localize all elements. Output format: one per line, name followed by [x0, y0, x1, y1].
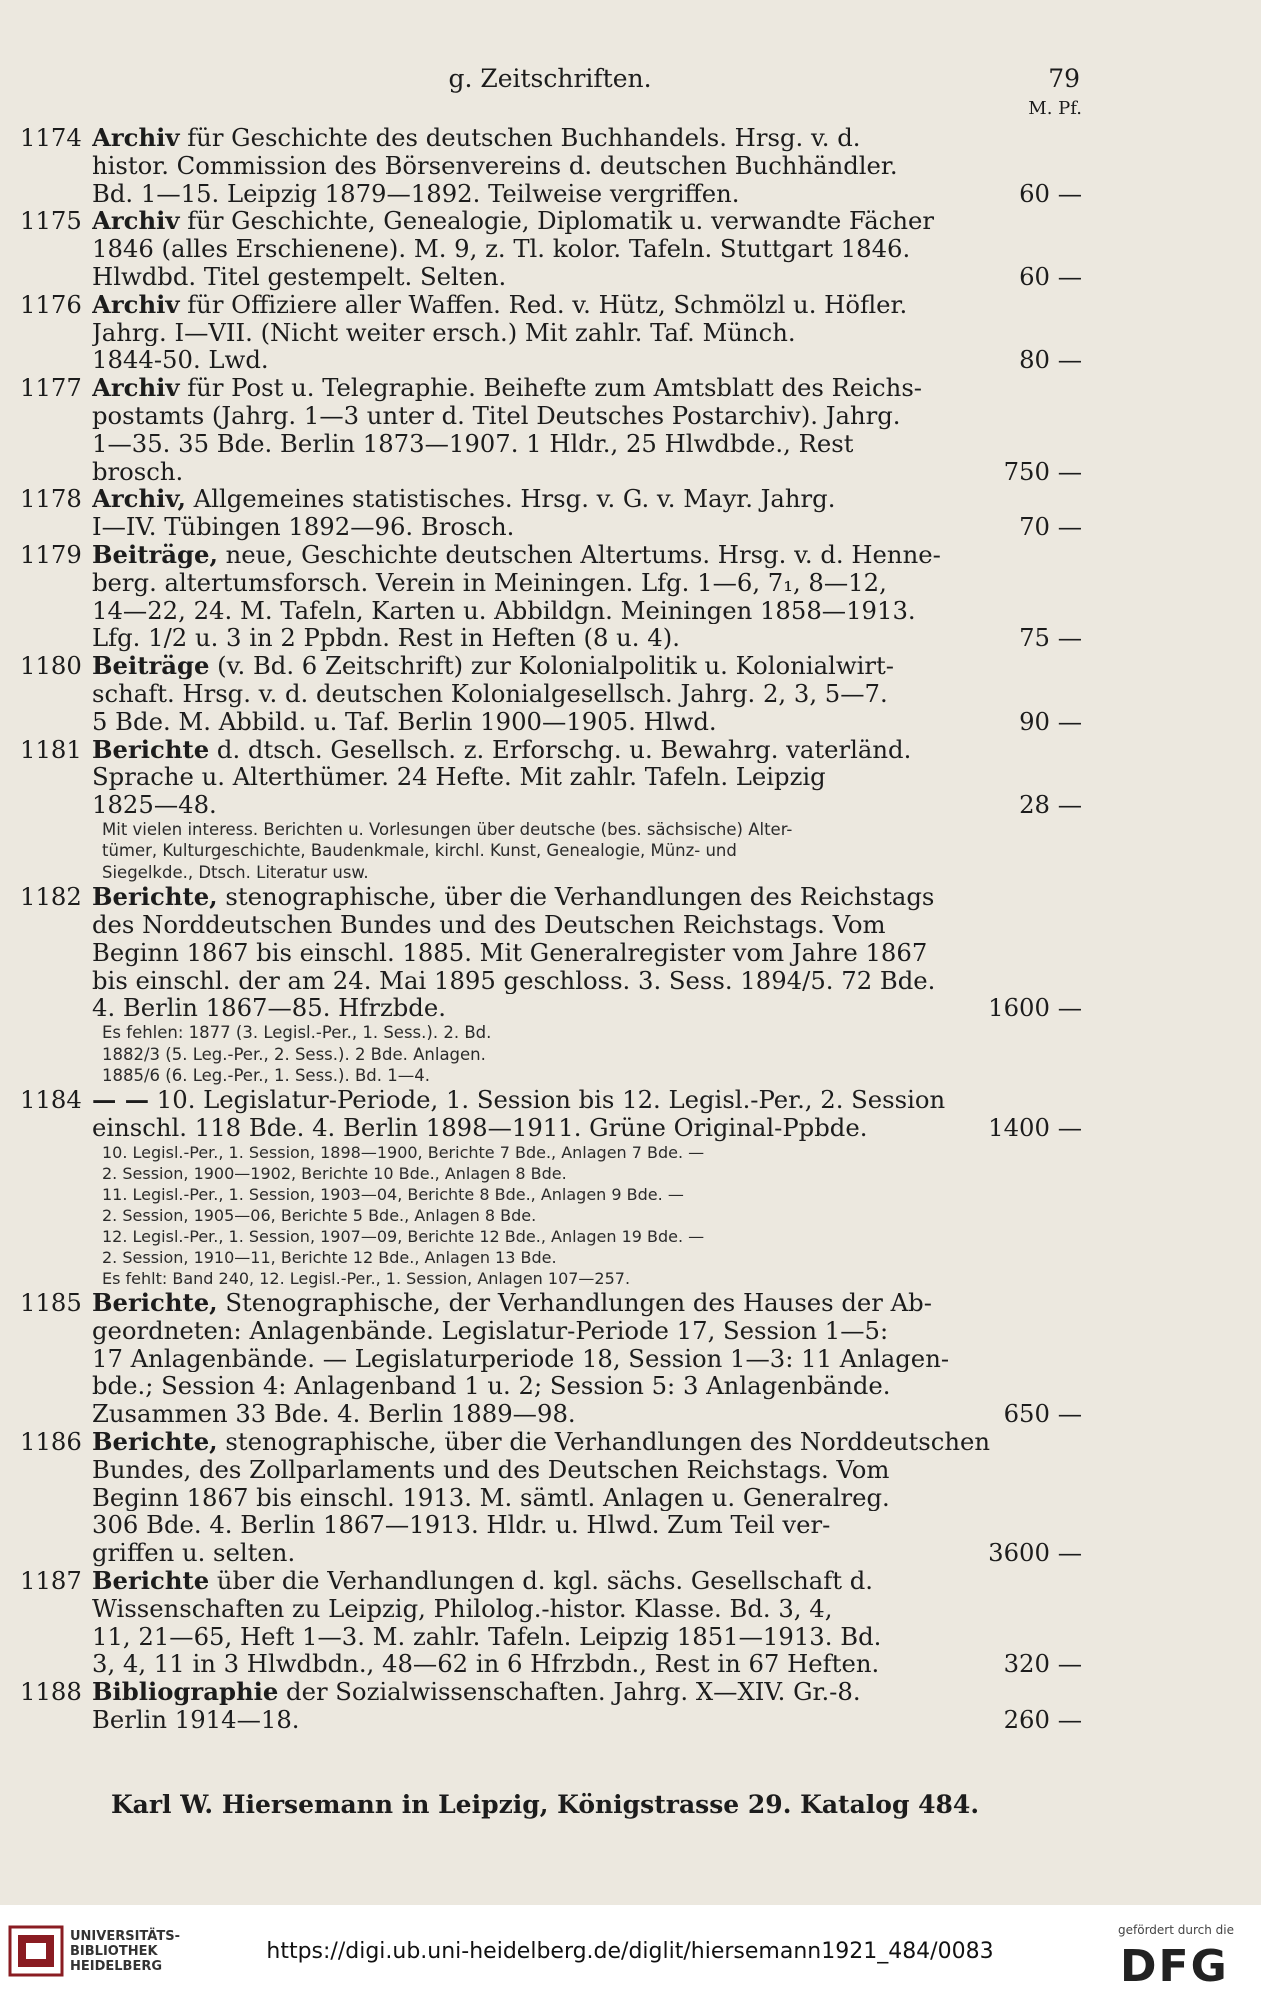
entry-text: Allgemeines statistisches. Hrsg. v. G. v. Mayr. Jahrg. — [185, 485, 836, 514]
entry-keyword: Beiträge, — [92, 540, 218, 569]
entry-line — [92, 374, 1012, 402]
entry-price: 3600 — — [988, 1538, 1082, 1568]
entry-line — [92, 1650, 1012, 1678]
entry-keyword: Berichte, — [92, 1427, 218, 1456]
institution-line: HEIDELBERG — [70, 1959, 163, 1974]
note-line: 1882/3 (5. Leg.-Per., 2. Sess.). 2 Bde. Anlagen. — [102, 1044, 486, 1064]
entry-line — [92, 1345, 1012, 1373]
entry-line — [92, 541, 1012, 569]
entry-text: bde.; Session 4: Anlagenband 1 u. 2; Session 5: 3 Anlagenbände. — [92, 1372, 891, 1401]
entry-text: Beginn 1867 bis einschl. 1885. Mit Generalregister vom Jahre 1867 — [92, 938, 928, 967]
entry-description — [92, 541, 1012, 652]
entry-description — [92, 883, 1012, 1022]
entry-text: postamts (Jahrg. 1—3 unter d. Titel Deutsches Postarchiv). Jahrg. — [92, 401, 901, 430]
entry-keyword: Archiv — [92, 290, 180, 319]
catalog-entry — [20, 1678, 1082, 1734]
entry-line — [92, 1678, 1012, 1706]
entry-keyword: Berichte — [92, 1566, 210, 1595]
entry-line — [92, 207, 1012, 235]
entry-line — [92, 180, 1012, 208]
entry-text: brosch. — [92, 457, 184, 486]
entry-description — [92, 124, 1012, 207]
entry-number: 1184 — [20, 1085, 82, 1115]
note-line: Mit vielen interess. Berichten u. Vorlesungen über deutsche (bes. sächsische) Alter- — [102, 819, 793, 839]
entry-number: 1182 — [20, 882, 82, 912]
entry-description — [92, 1289, 1012, 1428]
catalog-entry — [20, 291, 1082, 374]
entry-price: 260 — — [1003, 1704, 1082, 1734]
entry-line — [92, 1484, 1012, 1512]
entry-line — [92, 939, 1012, 967]
entry-number: 1180 — [20, 651, 82, 681]
entry-line — [92, 791, 1012, 819]
entry-text: 1825—48. — [92, 791, 217, 819]
entry-line — [92, 763, 1012, 791]
entry-number: 1185 — [20, 1287, 82, 1317]
note-line: 2. Session, 1910—11, Berichte 12 Bde., Anlagen 13 Bde. — [102, 1247, 557, 1267]
entry-text: 5 Bde. M. Abbild. u. Taf. Berlin 1900—1905. Hlwd. — [92, 707, 717, 736]
entry-text: 10. Legislatur-Periode, 1. Session bis 12. Legisl.-Per., 2. Session — [149, 1086, 946, 1115]
entry-text: Berlin 1914—18. — [92, 1705, 300, 1734]
entry-description — [92, 207, 1012, 290]
entry-description — [92, 1567, 1012, 1678]
entry-line — [92, 883, 1012, 911]
entry-price: 650 — — [1003, 1399, 1082, 1429]
entry-text: d. dtsch. Gesellsch. z. Erforschg. u. Bewahrg. vaterländ. — [209, 735, 912, 764]
entry-number: 1178 — [20, 484, 82, 514]
entry-text: Bd. 1—15. Leipzig 1879—1892. Teilweise vergriffen. — [92, 179, 740, 208]
entry-line — [92, 485, 1012, 513]
catalog-entry — [20, 1086, 1082, 1289]
entry-text: histor. Commission des Börsenvereins d. deutschen Buchhändler. — [92, 151, 898, 180]
entry-number: 1177 — [20, 373, 82, 403]
entry-line — [92, 708, 1012, 736]
entry-text: I—IV. Tübingen 1892—96. Brosch. — [92, 513, 515, 541]
entry-line — [92, 967, 1012, 995]
entry-text: 1846 (alles Erschienene). M. 9, z. Tl. kolor. Tafeln. Stuttgart 1846. — [92, 235, 911, 263]
entry-line — [92, 430, 1012, 458]
entry-text: bis einschl. der am 24. Mai 1895 geschloss. 3. Sess. 1894/5. 72 Bde. — [92, 966, 936, 995]
entry-line — [92, 124, 1012, 152]
entry-description — [92, 1086, 1012, 1142]
entry-line — [92, 346, 1012, 374]
permalink-url[interactable]: https://digi.ub.uni-heidelberg.de/diglit/hiersemann1921_484/0083 — [266, 1939, 994, 1964]
entry-text: 1—35. 35 Bde. Berlin 1873—1907. 1 Hldr., 25 Hlwdbde., Rest — [92, 429, 854, 458]
entry-line — [92, 263, 1012, 291]
catalog-entry — [20, 541, 1082, 652]
entry-description — [92, 736, 1012, 819]
entry-line — [92, 319, 1012, 347]
entry-text: Wissenschaften zu Leipzig, Philolog.-histor. Klasse. Bd. 3, 4, — [92, 1594, 833, 1623]
entry-line — [92, 736, 1012, 764]
entry-line — [92, 994, 1012, 1022]
entry-keyword: Berichte, — [92, 1288, 218, 1317]
entry-price: 750 — — [1003, 456, 1082, 486]
entry-number: 1179 — [20, 539, 82, 569]
entry-keyword: — — — [92, 1086, 150, 1115]
entry-price: 320 — — [1003, 1649, 1082, 1679]
entry-line — [92, 597, 1012, 625]
entry-number: 1186 — [20, 1426, 82, 1456]
entry-line — [92, 1372, 1012, 1400]
entry-text: stenographische, über die Verhandlungen des Reichstags — [217, 883, 935, 911]
entry-text: neue, Geschichte deutschen Altertums. Hrsg. v. d. Henne- — [217, 540, 941, 569]
catalog-entry — [20, 652, 1082, 735]
institution-line: UNIVERSITÄTS- — [70, 1929, 180, 1944]
entry-line — [92, 1400, 1012, 1428]
entry-line — [92, 1428, 1012, 1456]
catalog-entry — [20, 1289, 1082, 1428]
entry-text: 3, 4, 11 in 3 Hlwdbdn., 48—62 in 6 Hfrzbdn., Rest in 67 Heften. — [92, 1650, 880, 1679]
catalog-entry — [20, 1567, 1082, 1678]
entry-line — [92, 458, 1012, 486]
entry-text: des Norddeutschen Bundes und des Deutschen Reichstags. Vom — [92, 910, 886, 939]
note-line: Es fehlt: Band 240, 12. Legisl.-Per., 1. Session, Anlagen 107—257. — [102, 1268, 631, 1288]
dfg-logo: DFG — [1120, 1941, 1229, 1992]
university-name — [70, 1929, 180, 1974]
entry-text: 11, 21—65, Heft 1—3. M. zahlr. Tafeln. Leipzig 1851—1913. Bd. — [92, 1622, 882, 1651]
entry-keyword: Archiv — [92, 207, 180, 236]
entry-price: 90 — — [1019, 706, 1082, 736]
note-line: tümer, Kulturgeschichte, Baudenkmale, kirchl. Kunst, Genealogie, Münz- und — [102, 841, 737, 861]
entry-keyword: Bibliographie — [92, 1678, 279, 1706]
entry-text: der Sozialwissenschaften. Jahrg. X—XIV. Gr.-8. — [278, 1678, 861, 1706]
entry-number: 1175 — [20, 206, 82, 236]
entry-text: 1844-50. Lwd. — [92, 346, 269, 375]
entry-text: für Post u. Telegraphie. Beihefte zum Amtsblatt des Reichs- — [179, 374, 922, 402]
catalog-entry — [20, 207, 1082, 290]
entry-text: Lfg. 1/2 u. 3 in 2 Ppbdn. Rest in Heften (8 u. 4). — [92, 624, 680, 653]
note-line: Es fehlen: 1877 (3. Legisl.-Per., 1. Sess.). 2. Bd. — [102, 1023, 492, 1043]
entry-number: 1188 — [20, 1677, 82, 1707]
entry-line — [92, 911, 1012, 939]
entry-text: für Geschichte des deutschen Buchhandels. Hrsg. v. d. — [179, 124, 861, 152]
entry-line — [92, 1317, 1012, 1345]
entry-description — [92, 374, 1012, 485]
entry-line — [92, 652, 1012, 680]
entry-description — [92, 1678, 1012, 1734]
entry-text: 17 Anlagenbände. — Legislaturperiode 18, Session 1—3: 11 Anlagen- — [92, 1344, 950, 1373]
currency-header: M. Pf. — [1028, 98, 1082, 119]
note-line: 1885/6 (6. Leg.-Per., 1. Sess.). Bd. 1—4. — [102, 1065, 430, 1085]
entry-line — [92, 291, 1012, 319]
catalog-entry — [20, 124, 1082, 207]
note-line: 12. Legisl.-Per., 1. Session, 1907—09, Berichte 12 Bde., Anlagen 19 Bde. — — [102, 1226, 705, 1246]
entry-line — [92, 1289, 1012, 1317]
section-title: g. Zeitschriften. — [448, 64, 652, 93]
entry-line — [92, 152, 1012, 180]
entry-line — [92, 624, 1012, 652]
entry-line — [92, 1567, 1012, 1595]
entry-description — [92, 485, 1012, 541]
catalog-entry — [20, 736, 1082, 884]
viewer-bottom-bar — [0, 1905, 1261, 1996]
entry-price: 1600 — — [988, 993, 1082, 1023]
entry-keyword: Archiv, — [92, 485, 186, 514]
institution-line: BIBLIOTHEK — [70, 1944, 158, 1959]
entry-text: Hlwdbd. Titel gestempelt. Selten. — [92, 262, 507, 291]
entry-notes — [102, 819, 1022, 883]
entry-text: berg. altertumsforsch. Verein in Meiningen. Lfg. 1—6, 7₁, 8—12, — [92, 568, 887, 597]
entry-text: Beginn 1867 bis einschl. 1913. M. sämtl. Anlagen u. Generalreg. — [92, 1483, 890, 1512]
entry-price: 60 — — [1019, 261, 1082, 291]
entry-price: 70 — — [1019, 512, 1082, 542]
entry-keyword: Berichte — [92, 735, 210, 764]
entry-line — [92, 1456, 1012, 1484]
entry-number: 1187 — [20, 1565, 82, 1595]
entry-text: (v. Bd. 6 Zeitschrift) zur Kolonialpolitik u. Kolonialwirt- — [209, 652, 894, 680]
entry-price: 28 — — [1019, 790, 1082, 820]
entry-text: 4. Berlin 1867—85. Hfrzbde. — [92, 994, 446, 1023]
entry-notes — [102, 1142, 1022, 1289]
entry-text: für Offiziere aller Waffen. Red. v. Hütz, Schmölzl u. Höfler. — [179, 290, 908, 319]
entry-description — [92, 1428, 1012, 1567]
entry-text: 306 Bde. 4. Berlin 1867—1913. Hldr. u. Hlwd. Zum Teil ver- — [92, 1511, 831, 1540]
entry-number: 1176 — [20, 289, 82, 319]
entry-keyword: Archiv — [92, 124, 180, 152]
entry-price: 1400 — — [988, 1113, 1082, 1143]
catalog-entries — [20, 124, 1082, 1734]
entry-text: über die Verhandlungen d. kgl. sächs. Gesellschaft d. — [209, 1566, 874, 1595]
university-seal-icon — [8, 1925, 64, 1977]
entry-notes — [102, 1022, 1022, 1086]
entry-line — [92, 1595, 1012, 1623]
entry-price: 80 — — [1019, 345, 1082, 375]
entry-line — [92, 1706, 1012, 1734]
note-line: Siegelkde., Dtsch. Literatur usw. — [102, 862, 369, 882]
entry-description — [92, 652, 1012, 735]
catalog-entry — [20, 1428, 1082, 1567]
entry-text: 14—22, 24. M. Tafeln, Karten u. Abbildgn. Meiningen 1858—1913. — [92, 596, 916, 625]
note-line: 10. Legisl.-Per., 1. Session, 1898—1900, Berichte 7 Bde., Anlagen 7 Bde. — — [102, 1142, 705, 1162]
entry-line — [92, 1511, 1012, 1539]
entry-line — [92, 235, 1012, 263]
catalog-entry — [20, 485, 1082, 541]
funder-caption: gefördert durch die — [1118, 1923, 1234, 1937]
entry-text: schaft. Hrsg. v. d. deutschen Kolonialgesellsch. Jahrg. 2, 3, 5—7. — [92, 679, 888, 708]
entry-price: 60 — — [1019, 178, 1082, 208]
entry-text: für Geschichte, Genealogie, Diplomatik u. verwandte Fächer — [179, 207, 934, 236]
entry-text: Stenographische, der Verhandlungen des Hauses der Ab- — [217, 1288, 932, 1317]
entry-text: einschl. 118 Bde. 4. Berlin 1898—1911. Grüne Original-Ppbde. — [92, 1114, 868, 1142]
entry-price: 75 — — [1019, 623, 1082, 653]
entry-line — [92, 1623, 1012, 1651]
entry-description — [92, 291, 1012, 374]
note-line: 2. Session, 1900—1902, Berichte 10 Bde., Anlagen 8 Bde. — [102, 1163, 567, 1183]
note-line: 11. Legisl.-Per., 1. Session, 1903—04, Berichte 8 Bde., Anlagen 9 Bde. — — [102, 1184, 684, 1204]
note-line: 2. Session, 1905—06, Berichte 5 Bde., Anlagen 8 Bde. — [102, 1205, 537, 1225]
entry-keyword: Berichte, — [92, 883, 218, 911]
entry-keyword: Archiv — [92, 374, 180, 402]
entry-line — [92, 1086, 1012, 1114]
page-number: 79 — [1048, 64, 1080, 93]
entry-number: 1181 — [20, 734, 82, 764]
catalog-entry — [20, 374, 1082, 485]
entry-line — [92, 1539, 1012, 1567]
entry-number: 1174 — [20, 123, 82, 152]
entry-line — [92, 680, 1012, 708]
entry-text: stenographische, über die Verhandlungen des Norddeutschen — [217, 1427, 991, 1456]
catalog-entry — [20, 883, 1082, 1086]
entry-text: Sprache u. Alterthümer. 24 Hefte. Mit zahlr. Tafeln. Leipzig — [92, 763, 826, 792]
entry-text: griffen u. selten. — [92, 1539, 296, 1567]
entry-text: Bundes, des Zollparlaments und des Deutschen Reichstags. Vom — [92, 1455, 890, 1484]
publisher-footer: Karl W. Hiersemann in Leipzig, Königstrasse 29. Katalog 484. — [110, 1790, 980, 1819]
entry-text: Jahrg. I—VII. (Nicht weiter ersch.) Mit zahlr. Taf. Münch. — [92, 318, 796, 347]
entry-line — [92, 569, 1012, 597]
entry-line — [92, 513, 1012, 541]
entry-text: Zusammen 33 Bde. 4. Berlin 1889—98. — [92, 1400, 576, 1428]
entry-line — [92, 1114, 1012, 1142]
entry-line — [92, 402, 1012, 430]
entry-keyword: Beiträge — [92, 652, 210, 680]
entry-text: geordneten: Anlagenbände. Legislatur-Periode 17, Session 1—5: — [92, 1316, 889, 1345]
page-header — [20, 64, 1080, 98]
